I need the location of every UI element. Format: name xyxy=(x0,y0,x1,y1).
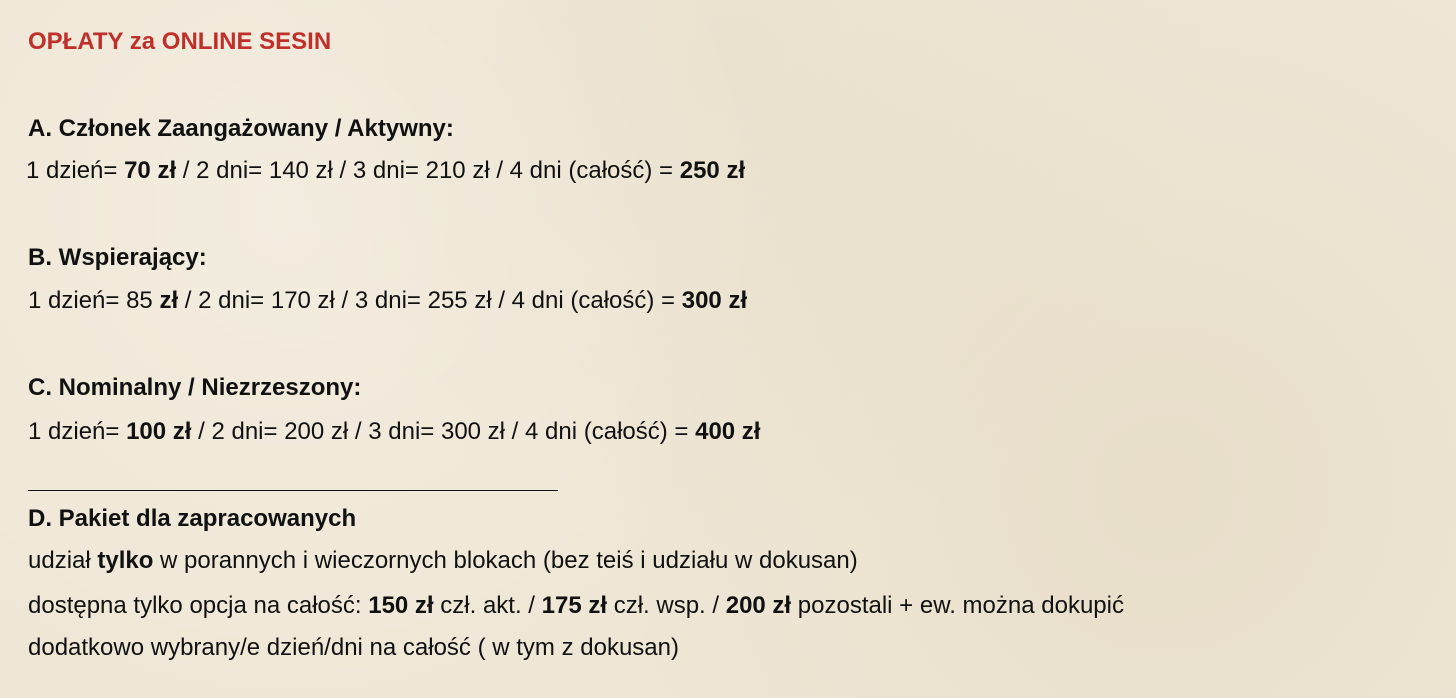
section-d-text: udział xyxy=(28,547,98,574)
section-d-heading: D. Pakiet dla zapracowanych xyxy=(28,505,357,532)
section-d-price-supporting: 175 zł xyxy=(541,592,608,619)
section-c-day-price: 100 zł xyxy=(126,418,192,445)
section-a-price-text: 1 dzień= xyxy=(26,157,125,184)
section-d-price-others: 200 zł xyxy=(725,592,792,619)
section-a-day-price: 70 zł xyxy=(124,157,177,184)
section-c-total: 400 zł xyxy=(695,418,761,445)
section-d-line-1 xyxy=(28,546,858,576)
section-a-price-text: / 2 dni= 140 zł / 3 dni= 210 zł / 4 dni (całość) = xyxy=(176,157,680,184)
section-d-text: w porannych i wieczornych blokach (bez teiś i udziału w dokusan) xyxy=(153,547,858,574)
section-a-heading: A. Członek Zaangażowany / Aktywny: xyxy=(28,115,454,142)
section-d-text: pozostali + ew. można dokupić xyxy=(791,592,1124,619)
section-a-total: 250 zł xyxy=(679,157,746,184)
section-c-price-text: / 2 dni= 200 zł / 3 dni= 300 zł / 4 dni (całość) = xyxy=(191,418,696,445)
section-d-text: czł. wsp. / xyxy=(607,592,726,619)
section-d-line-2 xyxy=(28,591,1124,621)
section-c-heading: C. Nominalny / Niezrzeszony: xyxy=(28,374,362,401)
section-d-price-active: 150 zł xyxy=(368,592,434,619)
section-a-prices xyxy=(26,156,745,186)
section-b-price-text: 1 dzień= 85 xyxy=(28,287,160,314)
section-d-text: dostępna tylko opcja na całość: xyxy=(28,592,369,619)
section-b-total: 300 zł xyxy=(681,287,748,314)
section-b-heading: B. Wspierający: xyxy=(28,244,207,271)
section-d-emphasis: tylko xyxy=(97,547,154,574)
section-c-prices xyxy=(28,417,760,447)
section-b-price-text: / 2 dni= 170 zł / 3 dni= 255 zł / 4 dni (całość) = xyxy=(178,287,682,314)
section-d-text: czł. akt. / xyxy=(433,592,542,619)
section-divider xyxy=(28,490,558,491)
section-b-prices xyxy=(28,286,747,316)
section-d-line-3: dodatkowo wybrany/e dzień/dni na całość ( w tym z dokusan) xyxy=(28,634,679,661)
section-b-currency: zł xyxy=(159,287,179,314)
page-title: OPŁATY za ONLINE SESIN xyxy=(28,28,332,55)
section-c-price-text: 1 dzień= xyxy=(28,418,127,445)
